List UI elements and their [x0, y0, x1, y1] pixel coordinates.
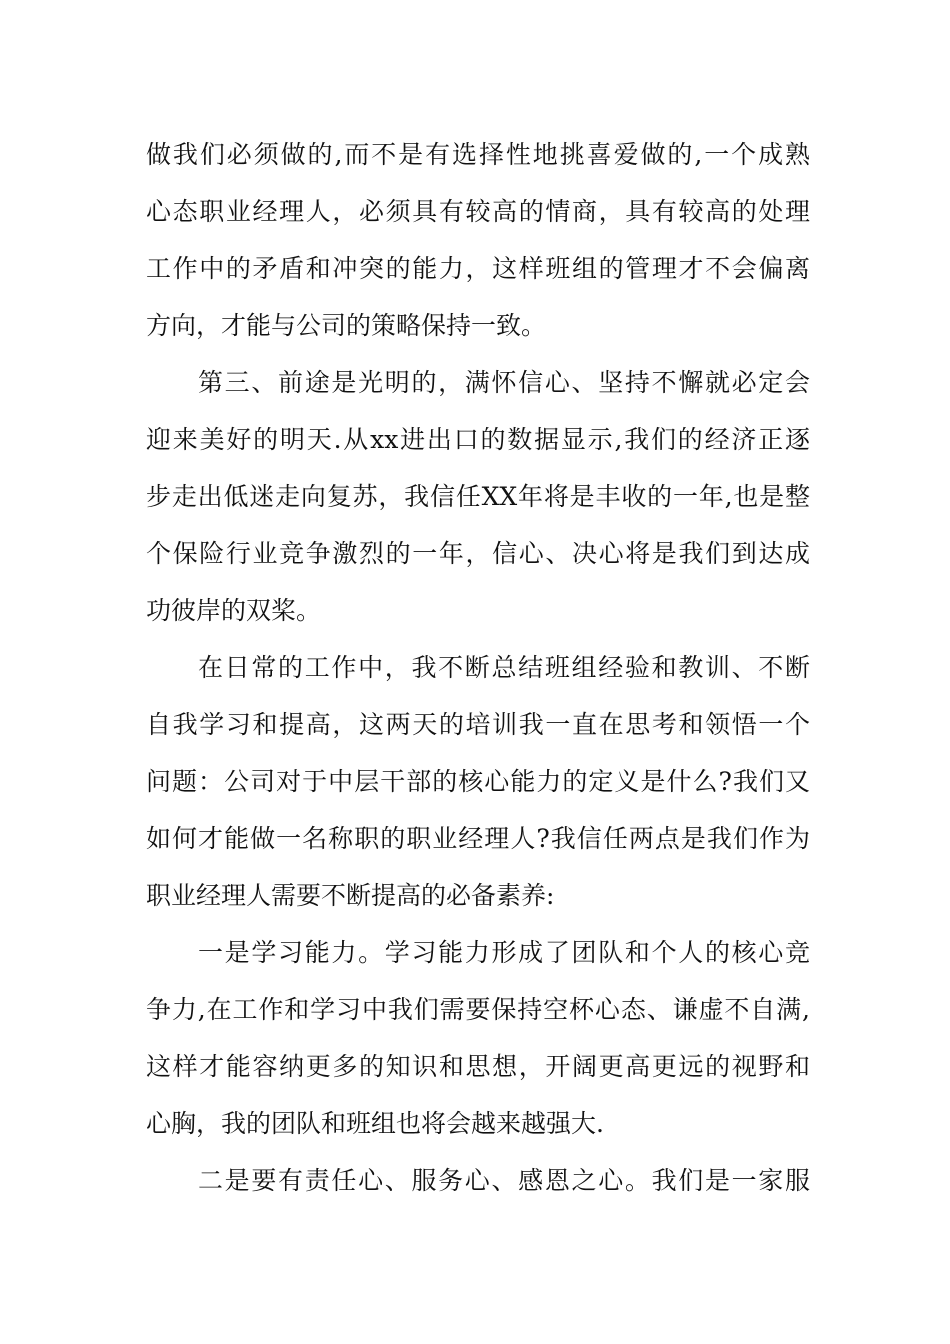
text-line: 心态职业经理人，必须具有较高的情商，具有较高的处理	[146, 197, 810, 226]
text-line: 第三、前途是光明的，满怀信心、坚持不懈就必定会	[198, 368, 810, 397]
text-line: 职业经理人需要不断提高的必备素养:	[146, 881, 555, 910]
text-line: 迎来美好的明天.从xx进出口的数据显示,我们的经济正逐	[146, 425, 810, 454]
text-line: 一是学习能力。学习能力形成了团队和个人的核心竞	[198, 938, 810, 967]
text-line: 二是要有责任心、服务心、感恩之心。我们是一家服	[198, 1166, 810, 1195]
text-line: 问题：公司对于中层干部的核心能力的定义是什么?我们又	[146, 767, 810, 796]
text-line: 争力,在工作和学习中我们需要保持空杯心态、谦虚不自满,	[146, 995, 810, 1024]
text-line: 心胸，我的团队和班组也将会越来越强大.	[146, 1109, 604, 1138]
text-line: 自我学习和提高，这两天的培训我一直在思考和领悟一个	[146, 710, 810, 739]
document-body	[146, 126, 810, 1209]
text-line: 如何才能做一名称职的职业经理人?我信任两点是我们作为	[146, 824, 810, 853]
text-line: 做我们必须做的,而不是有选择性地挑喜爱做的,一个成熟	[146, 140, 810, 169]
text-line: 工作中的矛盾和冲突的能力，这样班组的管理才不会偏离	[146, 254, 810, 283]
text-line: 在日常的工作中，我不断总结班组经验和教训、不断	[198, 653, 810, 682]
text-line: 功彼岸的双桨。	[146, 596, 322, 625]
text-line: 方向，才能与公司的策略保持一致。	[146, 311, 547, 340]
text-line: 步走出低迷走向复苏，我信任XX年将是丰收的一年,也是整	[146, 482, 810, 511]
text-line: 个保险行业竞争激烈的一年，信心、决心将是我们到达成	[146, 539, 810, 568]
text-line: 这样才能容纳更多的知识和思想，开阔更高更远的视野和	[146, 1052, 810, 1081]
